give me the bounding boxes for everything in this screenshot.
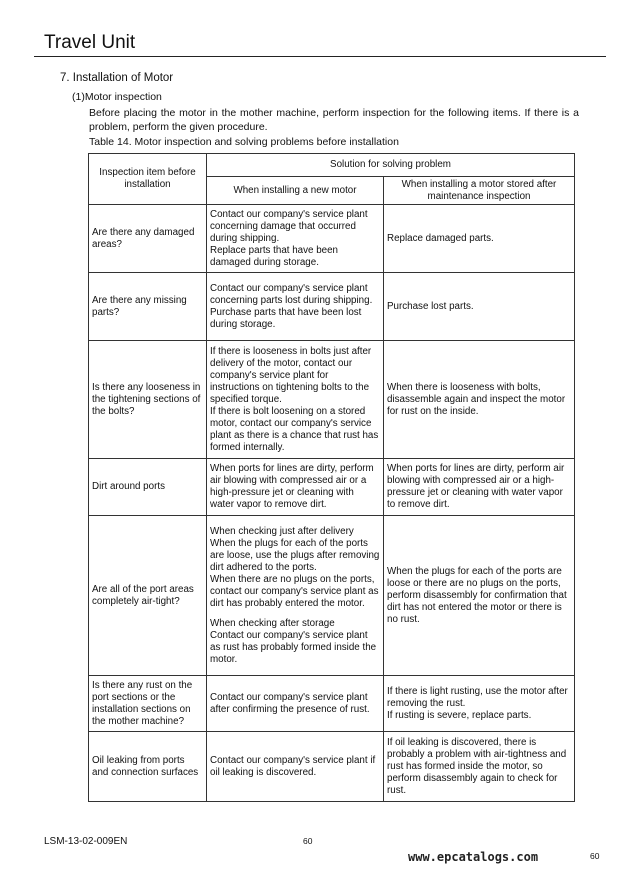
row-new-solution: Contact our company's service plant concerning damage that occurred during shipping. Replace parts that have been damaged during storage. — [207, 205, 384, 273]
row-stored-solution: When there is looseness with bolts, disassemble again and inspect the motor for rust on the inside. — [384, 341, 575, 459]
new-solution-after-delivery: When checking just after delivery When the plugs for each of the ports are loose, use the plugs after removing dirt adhered to the ports. When there are no plugs on the ports, contact our company's service plant as dirt has probably entered the motor. — [210, 525, 380, 609]
row-stored-solution: When the plugs for each of the ports are loose or there are no plugs on the ports, perform disassembly for confirmation that dirt has not entered the motor or there is no rust. — [384, 516, 575, 676]
table-row — [89, 273, 575, 341]
row-stored-solution: If there is light rusting, use the motor after removing the rust. If rusting is severe, replace parts. — [384, 676, 575, 732]
row-item: Are all of the port areas completely air-tight? — [89, 516, 207, 676]
row-new-solution — [207, 516, 384, 676]
row-new-solution: When ports for lines are dirty, perform air blowing with compressed air or a high-pressure jet or cleaning with water vapor to remove dirt. — [207, 459, 384, 516]
title-rule — [34, 56, 606, 57]
page-title: Travel Unit — [44, 32, 136, 53]
table-row — [89, 676, 575, 732]
row-item: Is there any rust on the port sections or the installation sections on the mother machine? — [89, 676, 207, 732]
table-caption: Table 14. Motor inspection and solving problems before installation — [89, 136, 399, 148]
row-item: Oil leaking from ports and connection surfaces — [89, 732, 207, 802]
header-stored-motor: When installing a motor stored after maintenance inspection — [384, 177, 575, 205]
table-row — [89, 205, 575, 273]
row-item: Are there any missing parts? — [89, 273, 207, 341]
table-row — [89, 341, 575, 459]
row-item: Is there any looseness in the tightening sections of the bolts? — [89, 341, 207, 459]
row-stored-solution: If oil leaking is discovered, there is probably a problem with air-tightness and rust has formed inside the motor, so perform disassembly again to check for rust. — [384, 732, 575, 802]
inspection-table — [88, 153, 575, 802]
row-stored-solution: Purchase lost parts. — [384, 273, 575, 341]
page-number-right: 60 — [590, 851, 600, 861]
header-solution: Solution for solving problem — [207, 154, 575, 177]
row-stored-solution: When ports for lines are dirty, perform air blowing with compressed air or a high-pressure jet or cleaning with water vapor to remove dirt. — [384, 459, 575, 516]
document-code: LSM-13-02-009EN — [44, 836, 128, 847]
row-new-solution: Contact our company's service plant if oil leaking is discovered. — [207, 732, 384, 802]
watermark-link[interactable]: www.epcatalogs.com — [408, 850, 539, 864]
row-new-solution: Contact our company's service plant concerning parts lost during shipping. Purchase parts that have been lost during storage. — [207, 273, 384, 341]
row-new-solution: If there is looseness in bolts just after delivery of the motor, contact our company's service plant for instructions on tightening bolts to the specified torque. If there is bolt loosening on a stored motor, contact our company's service plant as there is a chance that rust has formed internally. — [207, 341, 384, 459]
page-number: 60 — [303, 836, 313, 846]
table-row — [89, 732, 575, 802]
section-heading: 7. Installation of Motor — [60, 72, 174, 84]
header-new-motor: When installing a new motor — [207, 177, 384, 205]
row-item: Dirt around ports — [89, 459, 207, 516]
subsection-heading: (1)Motor inspection — [72, 91, 162, 103]
row-item: Are there any damaged areas? — [89, 205, 207, 273]
table-row — [89, 516, 575, 676]
intro-paragraph: Before placing the motor in the mother machine, perform inspection for the following items. If there is a problem, perform the given procedure. — [89, 107, 579, 133]
table-row — [89, 459, 575, 516]
row-stored-solution: Replace damaged parts. — [384, 205, 575, 273]
row-new-solution: Contact our company's service plant after confirming the presence of rust. — [207, 676, 384, 732]
header-inspection-item: Inspection item before installation — [89, 154, 207, 205]
new-solution-after-storage: When checking after storage Contact our company's service plant as rust has probably formed inside the motor. — [210, 617, 377, 665]
